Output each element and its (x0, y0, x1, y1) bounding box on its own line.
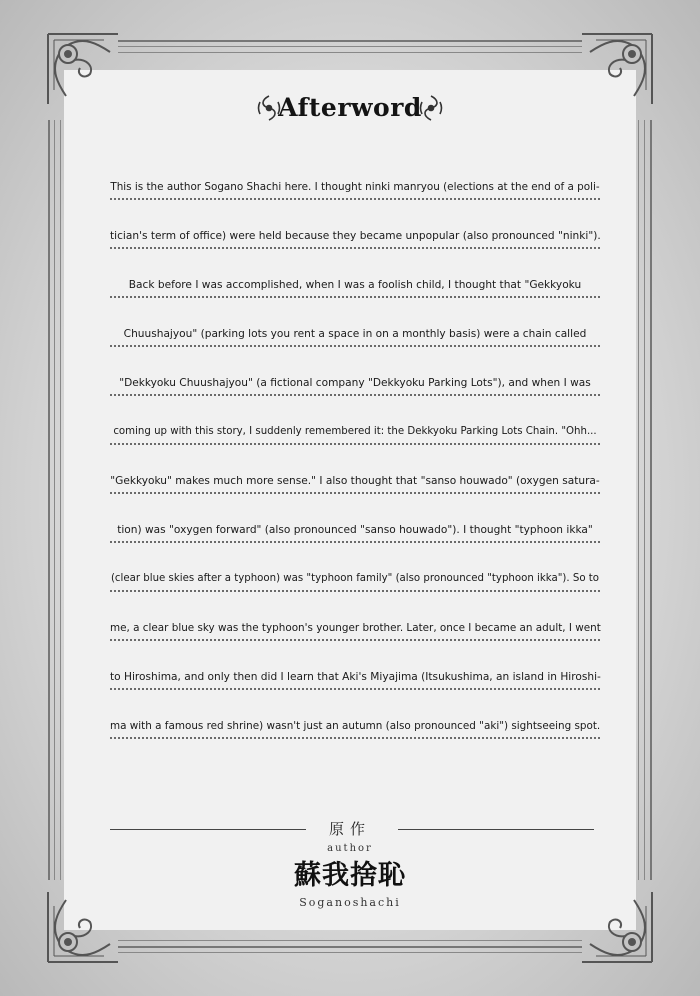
text-line: (clear blue skies after a typhoon) was "typhoon family" (also pronounced "typhoon ikka"). So to (110, 568, 600, 617)
text-line: coming up with this story, I suddenly remembered it: the Dekkyoku Parking Lots Chain. "Ohh... (110, 421, 600, 470)
credit-role: 原作 (328, 820, 371, 838)
text-line: tician's term of office) were held because they became unpopular (also pronounced "ninki"). (110, 225, 600, 274)
credit-role-en: author (327, 843, 373, 854)
flourish-icon (418, 94, 444, 122)
text-line: tion) was "oxygen forward" (also pronounced "sanso houwado"). I thought "typhoon ikka" (110, 519, 600, 568)
text-line: Chuushajyou" (parking lots you rent a space in on a monthly basis) were a chain called (110, 323, 600, 372)
title-area (0, 86, 700, 130)
text-line: Back before I was accomplished, when I was a foolish child, I thought that "Gekkyoku (110, 274, 600, 323)
author-name: 蘇我捨恥 (294, 860, 406, 891)
text-line: ma with a famous red shrine) wasn't just an autumn (also pronounced "aki") sightseeing spot. (110, 715, 600, 764)
page-title: Afterword (278, 93, 422, 122)
author-name-en: Soganoshachi (299, 896, 401, 909)
text-line: to Hiroshima, and only then did I learn that Aki's Miyajima (Itsukushima, an island in Hiroshi- (110, 666, 600, 715)
text-line: "Gekkyoku" makes much more sense." I also thought that "sanso houwado" (oxygen satura- (110, 470, 600, 519)
text-line: This is the author Sogano Shachi here. I thought ninki manryou (elections at the end of a poli- (110, 176, 600, 225)
text-line: me, a clear blue sky was the typhoon's younger brother. Later, once I became an adult, I went (110, 617, 600, 666)
text-line: "Dekkyoku Chuushajyou" (a fictional company "Dekkyoku Parking Lots"), and when I was (110, 372, 600, 421)
afterword-text (110, 176, 600, 764)
